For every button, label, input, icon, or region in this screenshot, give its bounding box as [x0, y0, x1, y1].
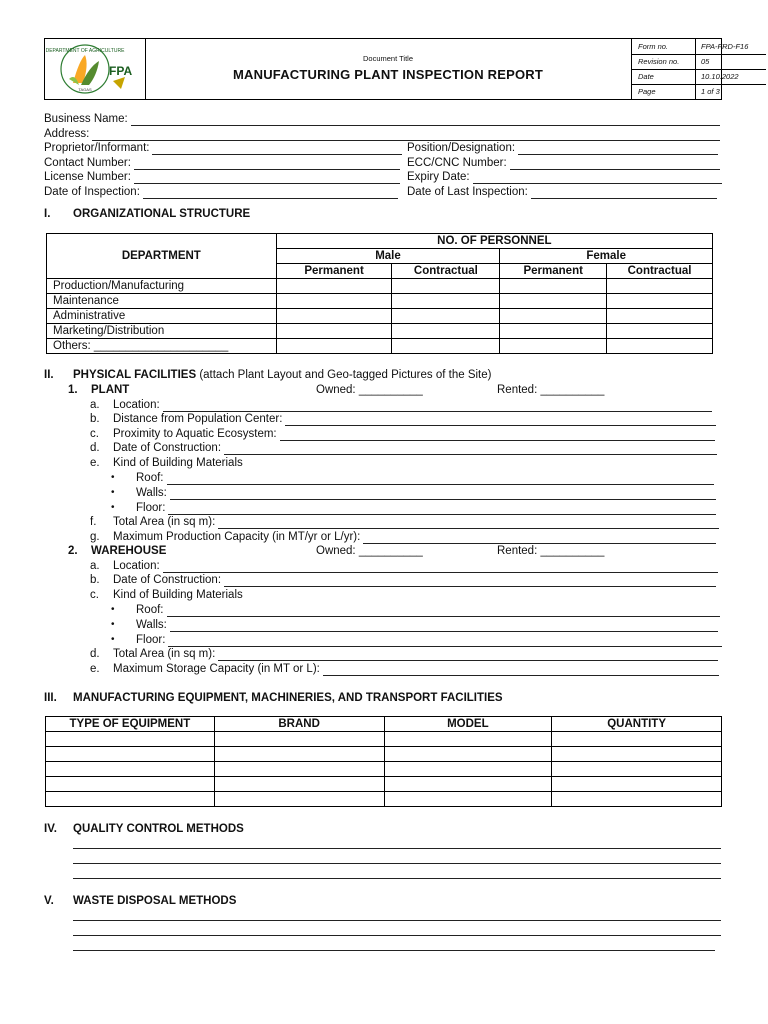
bullet-icon: •	[111, 604, 115, 615]
personnel-count-cell[interactable]	[607, 324, 713, 339]
warehouse-owned: Owned: __________	[316, 545, 423, 557]
license-number-label: License Number:	[44, 171, 131, 183]
plant-item: Location:	[113, 399, 160, 411]
meta-key: Date	[638, 72, 654, 81]
warehouse-material: Roof:	[136, 604, 164, 616]
warehouse-item: Kind of Building Materials	[113, 589, 243, 601]
meta-key: Revision no.	[638, 57, 680, 66]
equipment-cell[interactable]	[552, 762, 722, 777]
equipment-cell[interactable]	[552, 792, 722, 807]
personnel-count-cell[interactable]	[500, 279, 607, 294]
col-male: Male	[276, 249, 500, 264]
warehouse-rented: Rented: __________	[497, 545, 605, 557]
bullet-icon: •	[111, 487, 115, 498]
equipment-cell[interactable]	[384, 792, 552, 807]
contact-number-input-line[interactable]	[134, 169, 400, 170]
plant-item: Maximum Production Capacity (in MT/yr or L/yr):	[113, 531, 361, 543]
section-number: III.	[44, 692, 57, 704]
warehouse-material: Walls:	[136, 619, 167, 631]
section-4-heading	[44, 823, 244, 835]
col-department: DEPARTMENT	[47, 234, 277, 279]
personnel-count-cell[interactable]	[500, 309, 607, 324]
warehouse-heading: WAREHOUSE	[91, 545, 167, 557]
personnel-count-cell[interactable]	[392, 294, 500, 309]
section-subtitle: (attach Plant Layout and Geo-tagged Pictures of the Site)	[199, 369, 492, 381]
item-letter: e.	[90, 457, 100, 469]
item-letter: c.	[90, 428, 99, 440]
equipment-cell[interactable]	[46, 792, 215, 807]
personnel-count-cell[interactable]	[392, 324, 500, 339]
section-title: PHYSICAL FACILITIES	[73, 369, 197, 381]
col-model: MODEL	[384, 717, 552, 732]
bullet-icon: •	[111, 502, 115, 513]
item-letter: b.	[90, 413, 100, 425]
personnel-count-cell[interactable]	[607, 294, 713, 309]
warehouse-material-input-line[interactable]	[168, 646, 722, 647]
item-letter: d.	[90, 648, 100, 660]
section-2-heading	[44, 369, 491, 381]
meta-divider	[695, 69, 696, 84]
section-title: WASTE DISPOSAL METHODS	[73, 895, 237, 907]
plant-item-input-line[interactable]	[280, 440, 715, 441]
warehouse-item: Total Area (in sq m):	[113, 648, 216, 660]
personnel-count-cell[interactable]	[276, 339, 392, 354]
personnel-count-cell[interactable]	[607, 279, 713, 294]
section-number: II.	[44, 369, 54, 381]
warehouse-item: Location:	[113, 560, 160, 572]
equipment-cell[interactable]	[384, 777, 552, 792]
equipment-cell[interactable]	[214, 762, 384, 777]
plant-rented: Rented: __________	[497, 384, 605, 396]
plant-item-input-line[interactable]	[285, 425, 716, 426]
department-name: Production/Manufacturing	[47, 279, 277, 294]
document-title-label: Document Title	[362, 54, 414, 63]
meta-divider	[695, 39, 696, 54]
personnel-count-cell[interactable]	[276, 279, 392, 294]
warehouse-item-input-line[interactable]	[218, 660, 718, 661]
equipment-cell[interactable]	[214, 732, 384, 747]
equipment-table	[45, 716, 722, 807]
col-personnel: NO. OF PERSONNEL	[276, 234, 712, 249]
item-letter: d.	[90, 442, 100, 454]
equipment-cell[interactable]	[214, 777, 384, 792]
warehouse-material: Floor:	[136, 634, 166, 646]
plant-material: Walls:	[136, 487, 167, 499]
warehouse-item-input-line[interactable]	[224, 586, 716, 587]
table-row	[46, 762, 722, 777]
answer-line[interactable]	[73, 878, 721, 879]
col-female-permanent: Permanent	[500, 264, 607, 279]
equipment-cell[interactable]	[552, 747, 722, 762]
department-name: Administrative	[47, 309, 277, 324]
plant-item-input-line[interactable]	[224, 454, 717, 455]
answer-line[interactable]	[73, 950, 715, 951]
personnel-count-cell[interactable]	[500, 324, 607, 339]
personnel-count-cell[interactable]	[392, 279, 500, 294]
section-title: QUALITY CONTROL METHODS	[73, 823, 244, 835]
table-row	[46, 747, 722, 762]
equipment-cell[interactable]	[214, 792, 384, 807]
section-title: ORGANIZATIONAL STRUCTURE	[73, 208, 251, 220]
equipment-cell[interactable]	[46, 762, 215, 777]
col-female: Female	[500, 249, 713, 264]
expiry-date-input-line[interactable]	[473, 183, 722, 184]
equipment-cell[interactable]	[552, 732, 722, 747]
meta-value: FPA-FRD-F16	[701, 42, 749, 51]
address-label: Address:	[44, 128, 90, 140]
title-cell	[145, 39, 632, 99]
col-female-contractual: Contractual	[607, 264, 713, 279]
col-male-permanent: Permanent	[276, 264, 392, 279]
plant-material-input-line[interactable]	[168, 514, 716, 515]
warehouse-item-input-line[interactable]	[323, 675, 719, 676]
license-number-input-line[interactable]	[134, 183, 400, 184]
organizational-structure-table	[46, 233, 713, 354]
ecc-cnc-number-label: ECC/CNC Number:	[407, 157, 507, 169]
personnel-count-cell[interactable]	[500, 339, 607, 354]
meta-value: 1 of 3	[701, 87, 720, 96]
department-name: Others: _____________________	[47, 339, 277, 354]
item-letter: a.	[90, 560, 100, 572]
item-letter: f.	[90, 516, 97, 528]
item-letter: b.	[90, 574, 100, 586]
plant-number: 1.	[68, 384, 78, 396]
fpa-logo	[45, 39, 146, 99]
bullet-icon: •	[111, 619, 115, 630]
personnel-count-cell[interactable]	[276, 324, 392, 339]
equipment-cell[interactable]	[46, 732, 215, 747]
plant-item: Proximity to Aquatic Ecosystem:	[113, 428, 277, 440]
item-letter: a.	[90, 399, 100, 411]
personnel-count-cell[interactable]	[607, 339, 713, 354]
section-number: V.	[44, 895, 54, 907]
position-label: Position/Designation:	[407, 142, 516, 154]
meta-value: 05	[701, 57, 710, 66]
item-letter: c.	[90, 589, 99, 601]
section-title: MANUFACTURING EQUIPMENT, MACHINERIES, AND TRANSPORT FACILITIES	[73, 692, 503, 704]
answer-line[interactable]	[73, 935, 721, 936]
table-row	[47, 339, 713, 354]
plant-item-input-line[interactable]	[218, 528, 719, 529]
meta-key: Page	[638, 87, 656, 96]
warehouse-material-input-line[interactable]	[167, 616, 720, 617]
plant-owned: Owned: __________	[316, 384, 423, 396]
section-1-heading	[44, 208, 250, 220]
personnel-count-cell[interactable]	[500, 294, 607, 309]
personnel-count-cell[interactable]	[276, 309, 392, 324]
position-input-line[interactable]	[518, 154, 718, 155]
personnel-count-cell[interactable]	[392, 309, 500, 324]
section-number: IV.	[44, 823, 58, 835]
table-row	[46, 792, 722, 807]
warehouse-item-input-line[interactable]	[163, 572, 718, 573]
warehouse-item: Maximum Storage Capacity (in MT or L):	[113, 663, 320, 675]
bullet-icon: •	[111, 472, 115, 483]
col-brand: BRAND	[214, 717, 384, 732]
ecc-cnc-number-input-line[interactable]	[510, 169, 720, 170]
document-title: MANUFACTURING PLANT INSPECTION REPORT	[232, 67, 543, 82]
meta-row	[631, 39, 766, 55]
table-row	[47, 309, 713, 324]
personnel-count-cell[interactable]	[392, 339, 500, 354]
warehouse-number: 2.	[68, 545, 78, 557]
meta-row	[631, 69, 766, 85]
date-of-last-inspection-input-line[interactable]	[531, 198, 717, 199]
answer-line[interactable]	[73, 863, 721, 864]
equipment-cell[interactable]	[384, 732, 552, 747]
meta-key: Form no.	[638, 42, 669, 51]
plant-item: Kind of Building Materials	[113, 457, 243, 469]
equipment-cell[interactable]	[214, 747, 384, 762]
table-row	[47, 324, 713, 339]
personnel-count-cell[interactable]	[276, 294, 392, 309]
equipment-cell[interactable]	[384, 747, 552, 762]
plant-item: Total Area (in sq m):	[113, 516, 216, 528]
meta-row	[631, 84, 766, 99]
meta-table	[631, 39, 749, 99]
plant-item: Distance from Population Center:	[113, 413, 283, 425]
business-name-input-line[interactable]	[131, 125, 720, 126]
section-5-heading	[44, 895, 236, 907]
contact-number-label: Contact Number:	[44, 157, 131, 169]
date-of-last-inspection-label: Date of Last Inspection:	[407, 186, 528, 198]
item-letter: g.	[90, 531, 100, 543]
section-3-heading	[44, 692, 503, 704]
warehouse-item: Date of Construction:	[113, 574, 222, 586]
table-row	[46, 732, 722, 747]
plant-item-input-line[interactable]	[363, 543, 716, 544]
personnel-count-cell[interactable]	[607, 309, 713, 324]
equipment-cell[interactable]	[46, 777, 215, 792]
meta-value: 10.10.2022	[701, 72, 739, 81]
plant-item: Date of Construction:	[113, 442, 222, 454]
warehouse-material-input-line[interactable]	[170, 631, 718, 632]
bullet-icon: •	[111, 634, 115, 645]
meta-divider	[695, 54, 696, 69]
answer-line[interactable]	[73, 920, 721, 921]
address-input-line[interactable]	[92, 140, 720, 141]
col-quantity: QUANTITY	[552, 717, 722, 732]
plant-material: Roof:	[136, 472, 164, 484]
plant-heading: PLANT	[91, 384, 130, 396]
date-of-inspection-label: Date of Inspection:	[44, 186, 140, 198]
table-row	[47, 279, 713, 294]
plant-material: Floor:	[136, 502, 166, 514]
proprietor-input-line[interactable]	[152, 154, 402, 155]
department-name: Marketing/Distribution	[47, 324, 277, 339]
col-type-of-equipment: TYPE OF EQUIPMENT	[46, 717, 215, 732]
plant-item-input-line[interactable]	[163, 411, 712, 412]
business-name-label: Business Name:	[44, 113, 128, 125]
section-number: I.	[44, 208, 51, 220]
logo-ring-text: DEPARTMENT OF AGRICULTURE	[45, 48, 125, 54]
item-letter: e.	[90, 663, 100, 675]
answer-line[interactable]	[73, 848, 721, 849]
equipment-cell[interactable]	[46, 747, 215, 762]
document-header	[44, 38, 749, 100]
table-row	[46, 777, 722, 792]
expiry-date-label: Expiry Date:	[407, 171, 470, 183]
logo-text: FPA	[109, 64, 133, 78]
plant-material-input-line[interactable]	[167, 484, 714, 485]
department-name: Maintenance	[47, 294, 277, 309]
col-male-contractual: Contractual	[392, 264, 500, 279]
plant-material-input-line[interactable]	[170, 499, 716, 500]
proprietor-label: Proprietor/Informant:	[44, 142, 150, 154]
meta-divider	[695, 84, 696, 99]
table-row	[47, 294, 713, 309]
equipment-cell[interactable]	[552, 777, 722, 792]
logo-subtext: TAGAS	[78, 87, 92, 92]
equipment-cell[interactable]	[384, 762, 552, 777]
date-of-inspection-input-line[interactable]	[143, 198, 398, 199]
meta-row	[631, 54, 766, 70]
